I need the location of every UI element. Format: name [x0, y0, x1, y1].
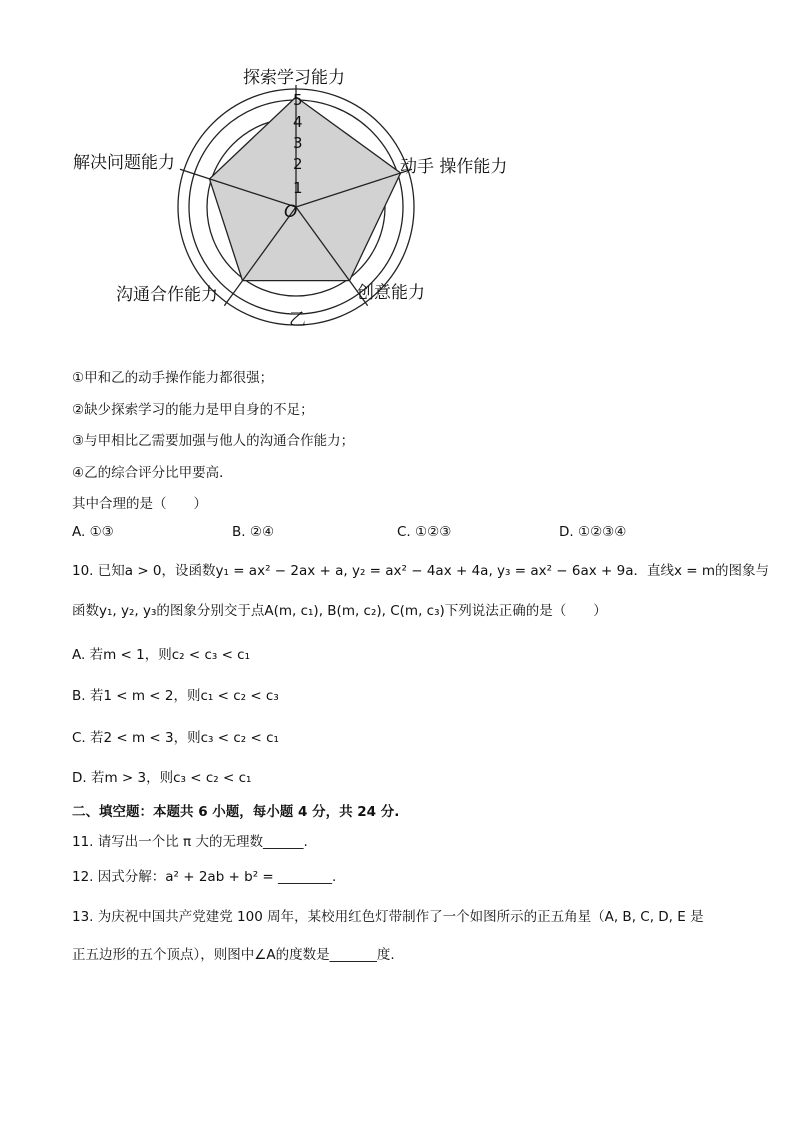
q10-option-b: B. 若1 < m < 2，则c₁ < c₂ < c₃ [72, 688, 279, 704]
q12: 12. 因式分解：a² + 2ab + b² = ________. [72, 869, 337, 885]
q10-option-d: D. 若m > 3，则c₃ < c₂ < c₁ [72, 770, 252, 786]
q10-stem-line1: 10. 已知a > 0，设函数y₁ = ax² − 2ax + a, y₂ = ax² − 4ax + 4a, y₃ = ax² − 6ax + 9a．直线x = m的图象与 [72, 563, 770, 579]
q10-stem-line2: 函数y₁, y₂, y₃的图象分别交于点A(m, c₁), B(m, c₂), C(m, c₃)下列说法正确的是（ ） [72, 603, 607, 619]
q10-option-a: A. 若m < 1，则c₂ < c₃ < c₁ [72, 647, 251, 663]
statement-3: ③与甲相比乙需要加强与他人的沟通合作能力； [72, 433, 355, 449]
axis-label-problem-solving: 解决问题能力 [73, 153, 175, 173]
q9-choice-a: A. ①③ [72, 524, 114, 540]
chart-caption: 乙 [289, 310, 306, 330]
axis-label-communication: 沟通合作能力 [116, 285, 218, 305]
q13-line1: 13. 为庆祝中国共产党建党 100 周年，某校用红色灯带制作了一个如图所示的正五角星（A, B, C, D, E 是 [72, 909, 704, 925]
statement-2: ②缺少探索学习的能力是甲自身的不足； [72, 402, 314, 418]
q10-option-c: C. 若2 < m < 3，则c₃ < c₂ < c₁ [72, 730, 279, 746]
radar-ring-label: 4 [293, 113, 303, 131]
axis-label-explore: 探索学习能力 [243, 68, 345, 88]
statement-1: ①甲和乙的动手操作能力都很强； [72, 370, 274, 386]
radar-ring-label: 5 [293, 91, 303, 109]
statement-4: ④乙的综合评分比甲要高． [72, 465, 233, 481]
q9-choice-b: B. ②④ [232, 524, 275, 540]
radar-ring-label: 3 [293, 134, 303, 152]
q9-choice-c: C. ①②③ [397, 524, 452, 540]
radar-chart [60, 55, 540, 335]
radar-ring-label: 1 [293, 179, 303, 197]
radar-ring-labels [293, 91, 303, 197]
section-2-header: 二、填空题：本题共 6 小题，每小题 4 分，共 24 分. [72, 804, 400, 820]
axis-label-creativity: 创意能力 [357, 283, 425, 303]
radar-ring-label: 2 [293, 155, 303, 173]
q9-prompt: 其中合理的是（ ） [72, 496, 207, 512]
axis-label-hands-on: 动手 操作能力 [400, 157, 508, 177]
q11: 11. 请写出一个比 π 大的无理数______. [72, 834, 308, 850]
q13-line2: 正五边形的五个顶点），则图中∠A的度数是_______度. [72, 947, 395, 963]
q9-choice-d: D. ①②③④ [559, 524, 627, 540]
q9-choices [72, 524, 752, 544]
origin-label: O [284, 202, 298, 222]
